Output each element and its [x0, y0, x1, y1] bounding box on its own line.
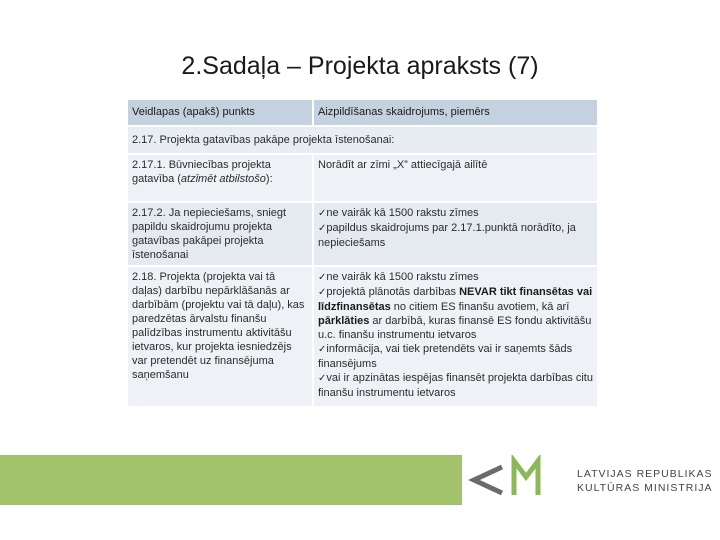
description-table — [128, 100, 597, 406]
ministry-name: LATVIJAS REPUBLIKAS KULTŪRAS MINISTRIJA — [577, 468, 713, 494]
table-row — [128, 266, 597, 406]
check-icon: ✓ — [318, 373, 327, 384]
row2-item: 2.17.2. Ja nepieciešams, sniegt papildu skaidrojumu projekta gatavības pakāpei projekta īstenošanai — [128, 202, 313, 266]
row1-explanation: Norādīt ar zīmi „X” attiecīgajā ailītē — [313, 154, 597, 202]
ministry-emblem-icon — [462, 455, 572, 505]
section-label: 2.17. Projekta gatavības pakāpe projekta īstenošanai: — [128, 126, 597, 154]
check-icon: ✓ — [318, 272, 327, 283]
page-title: 2.Sadaļa – Projekta apraksts (7) — [181, 52, 539, 80]
row3-item: 2.18. Projekta (projekta vai tā daļas) darbību nepārklāšanās ar darbībām (projektu vai tā daļu), kas paredzētas ārvalstu finanšu palīdzības instrumentu aktivitāšu ietvaros, kur projekta iesniedzējs var pretendēt uz finansējuma saņemšanu — [128, 266, 313, 406]
header-col-explanation: Aizpildīšanas skaidrojums, piemērs — [313, 100, 597, 126]
header-col-form-item: Veidlapas (apakš) punkts — [128, 100, 313, 126]
row1-item: 2.17.1. Būvniecības projekta gatavība (atzīmēt atbilstošo): — [128, 154, 313, 202]
check-icon: ✓ — [318, 223, 327, 234]
section-row — [128, 126, 597, 154]
row3-explanation: ✓ne vairāk kā 1500 rakstu zīmes ✓projektā plānotās darbības NEVAR tikt finansētas vai līdzfinansētas no citiem ES finanšu avotiem, kā arī pārklāties ar darbībā, kuras finansē ES fondu aktivitāšu u.c. finanšu instrumentu ietvaros ✓informācija, vai tiek pretendēts vai ir saņemts šāds finansējums ✓vai ir apzinātas iespējas finansēt projekta darbības citu finanšu instrumentu ietvaros — [313, 266, 597, 406]
table-header-row — [128, 100, 597, 126]
row2-explanation: ✓ne vairāk kā 1500 rakstu zīmes ✓papildus skaidrojums par 2.17.1.punktā norādīto, ja nepieciešams — [313, 202, 597, 266]
table-row — [128, 154, 597, 202]
table-row — [128, 202, 597, 266]
check-icon: ✓ — [318, 208, 327, 219]
check-icon: ✓ — [318, 344, 327, 355]
check-icon: ✓ — [318, 287, 327, 298]
